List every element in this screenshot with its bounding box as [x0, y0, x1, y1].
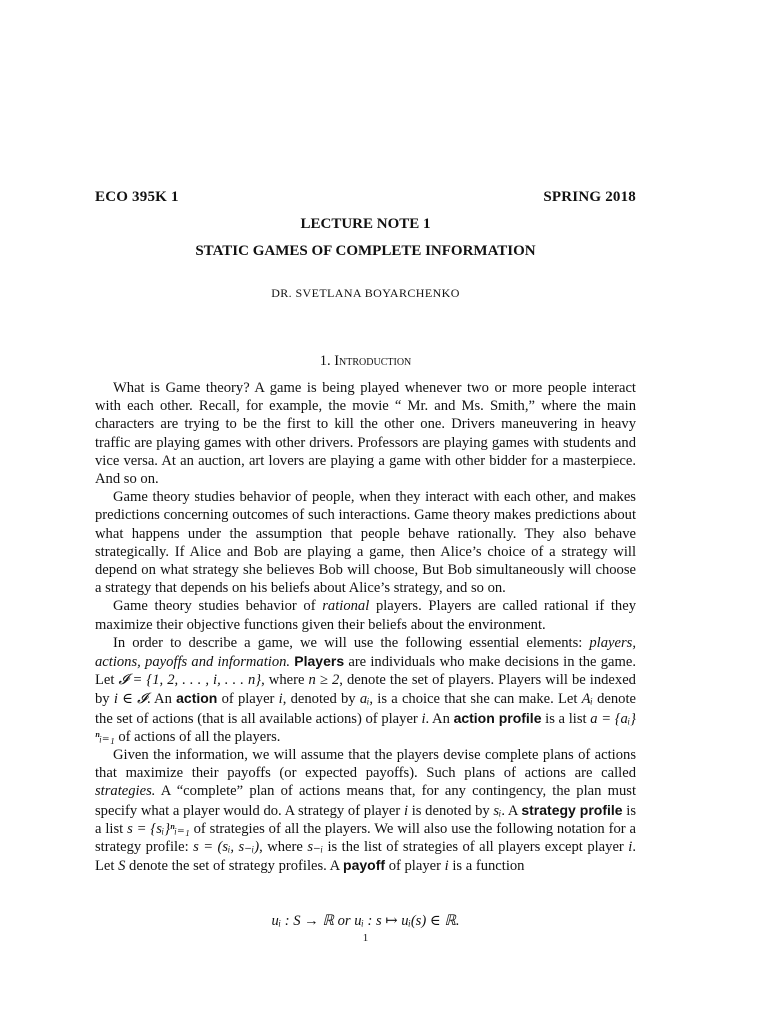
- paragraph-1: What is Game theory? A game is being played whenever two or more people interact with each other. Recall, for example, the movie “ Mr. and Ms. Smith,” where the main characters are trying to be the first to kill the other one. Drivers maneuvering in heavy traffic are playing games with other drivers. Professors are playing games with students and vice versa. At an auction, art lovers are playing a game with other bidder for a masterpiece. And so on.: [95, 380, 636, 488]
- body-text: [95, 379, 636, 875]
- term-action-profile: action profile: [453, 709, 542, 726]
- term-action: action: [176, 690, 218, 707]
- lecture-subtitle: STATIC GAMES OF COMPLETE INFORMATION: [195, 243, 536, 259]
- emphasis: players, actions, payoffs and information.: [95, 634, 636, 671]
- section-title: Introduction: [334, 353, 412, 369]
- paragraph-2: Game theory studies behavior of people, when they interact with each other, and makes predictions concerning outcomes of such interactions. Game theory makes predictions about what happens under the assumption that people behave rationally. They also behave strategically. If Alice and Bob are playing a game, then Alice’s choice of a strategy will depend on what strategy she believes Bob will choose, But Bob simultaneously will choose a strategy that depends on his beliefs about Alice’s strategy, and so on.: [95, 489, 636, 597]
- term-payoff: payoff: [343, 857, 386, 874]
- term-strategy-profile: strategy profile: [521, 801, 623, 818]
- math-a-list: a = {aᵢ}ⁿᵢ₌₁: [95, 710, 636, 745]
- paragraph-4: In order to describe a game, we will use the following essential elements: players, actions, payoffs and information. Players are individuals who make decisions in the game. Let 𝓘 = {1, 2, . . . , i, . . . n}, where n ≥ 2, denote the set of players. Players will be indexed by i ∈ 𝓘. An action of player i, denoted by aᵢ, is a choice that she can make. Let Aᵢ denote the set of actions (that is all available actions) of player i. An action profile is a list a = {aᵢ}ⁿᵢ₌₁ of actions of all the players.: [95, 634, 636, 745]
- paragraph-5: Given the information, we will assume that the players devise complete plans of actions that maximize their payoffs (or expected payoffs). Such plans of actions are called strategies. A “complete” plan of actions means that, for any contingency, the plan must specify what a player would do. A strategy of player i is denoted by sᵢ. A strategy profile is a list s = {sᵢ}ⁿᵢ₌₁ of strategies of all the players. We will also use the following notation for a strategy profile: s = (sᵢ, s₋ᵢ), where s₋ᵢ is the list of strategies of all players except player i. Let S denote the set of strategy profiles. A payoff of player i is a function: [95, 747, 636, 875]
- section-heading: [95, 353, 636, 370]
- paragraph-3: Game theory studies behavior of rational players. Players are called rational if they maximize their objective functions given their beliefs about the environment.: [95, 598, 637, 633]
- emphasis: strategies.: [95, 783, 156, 800]
- author: DR. SVETLANA BOYARCHENKO: [271, 286, 460, 300]
- term: SPRING 2018: [543, 189, 636, 205]
- lecture-title: LECTURE NOTE 1: [300, 216, 431, 232]
- math-s-list: s = {sᵢ}ⁿᵢ₌₁: [127, 820, 190, 837]
- payoff-equation: uᵢ : S → ℝ or uᵢ : s ↦ uᵢ(s) ∈ ℝ.: [271, 913, 460, 929]
- math-i-in-i: i ∈ 𝓘: [113, 691, 147, 708]
- page-number: 1: [362, 932, 369, 944]
- math-set-i: 𝓘 = {1, 2, . . . , i, . . . n}: [118, 672, 262, 689]
- emphasis: rational: [322, 598, 370, 615]
- math-n: n ≥ 2: [308, 672, 340, 689]
- running-header: [95, 189, 636, 213]
- term-players: Players: [294, 653, 345, 670]
- section-number: 1.: [319, 353, 331, 369]
- course-code: ECO 395K 1: [95, 189, 179, 205]
